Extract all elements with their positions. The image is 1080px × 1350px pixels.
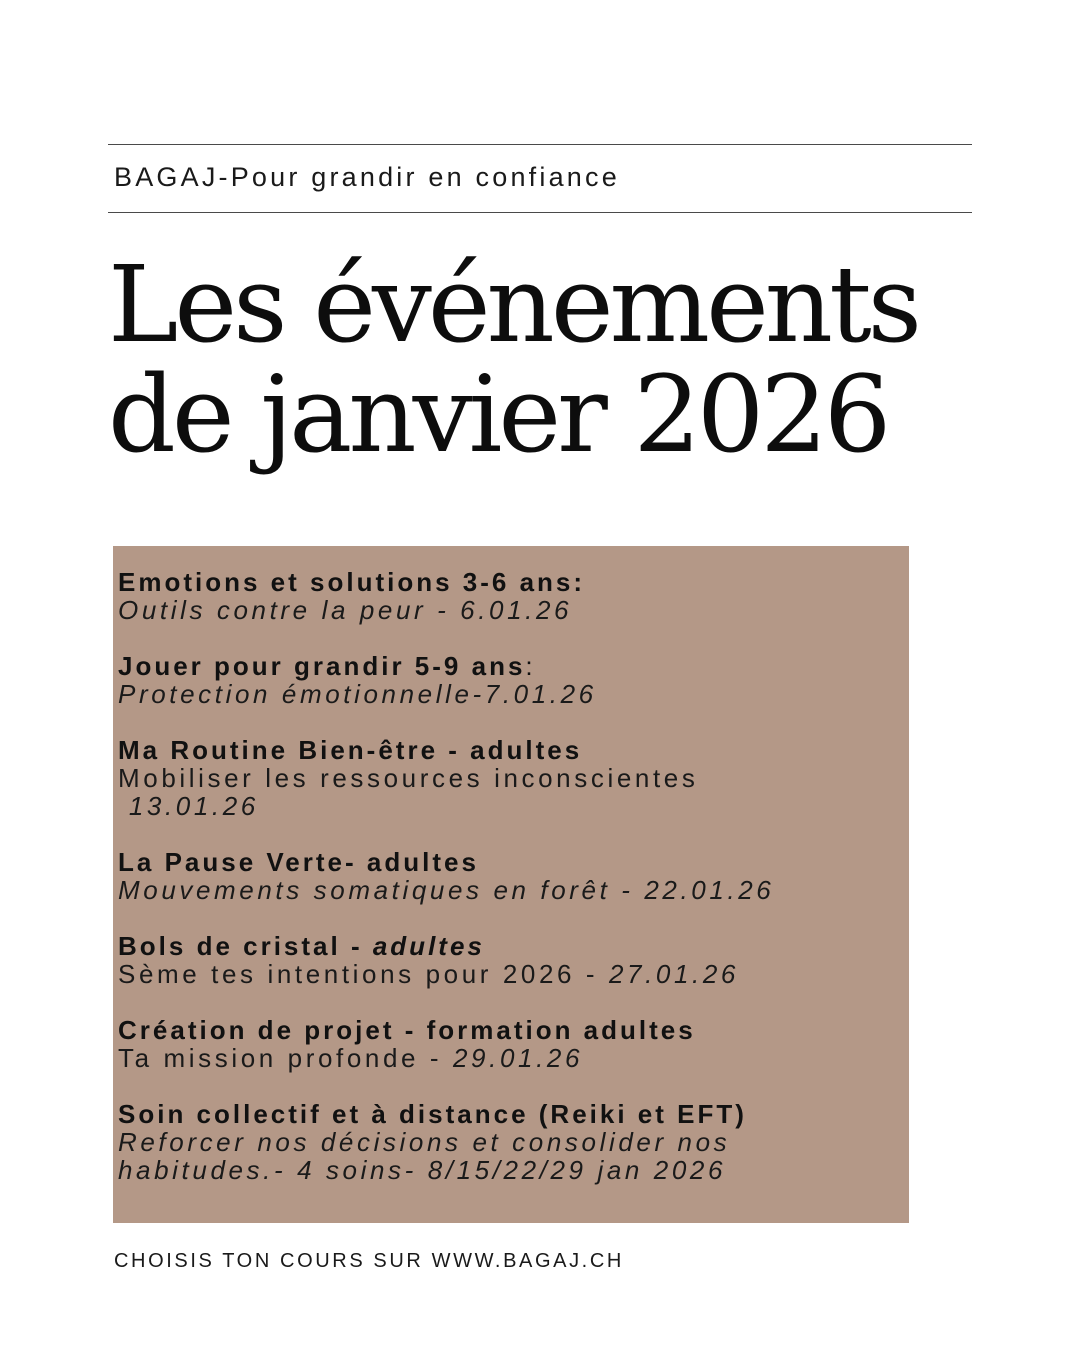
brand-tagline: BAGAJ-Pour grandir en confiance (114, 162, 620, 192)
event-title: Ma Routine Bien-être - adultes (118, 735, 583, 765)
event-detail (118, 960, 909, 988)
event-detail-text: Sème tes intentions pour 2026 - (118, 959, 609, 989)
event-item (118, 736, 909, 820)
event-date: 13.01.26 (118, 791, 259, 821)
top-divider (108, 144, 972, 145)
event-detail: habitudes.- 4 soins- 8/15/22/29 jan 2026 (118, 1155, 727, 1185)
event-title: Création de projet - formation adultes (118, 1015, 696, 1045)
event-detail-text: Ta mission profonde - (118, 1043, 453, 1073)
event-item (118, 932, 909, 988)
event-item (118, 652, 909, 708)
event-title-suffix: : (525, 651, 536, 681)
events-list (113, 546, 909, 1223)
event-title: Soin collectif et à distance (Reiki et EFT) (118, 1099, 747, 1129)
event-detail: Mobiliser les ressources inconscientes (118, 763, 699, 793)
event-detail: Reforcer nos décisions et consolider nos (118, 1127, 731, 1157)
title-line-2: de janvier 2026 (108, 353, 888, 476)
event-item (118, 568, 909, 624)
event-title: Emotions et solutions 3-6 ans: (118, 567, 586, 597)
title-line-1: Les événements (108, 243, 919, 366)
event-detail: Protection émotionnelle-7.01.26 (118, 679, 597, 709)
event-detail: Mouvements somatiques en forêt - 22.01.26 (118, 875, 775, 905)
bottom-divider (108, 212, 972, 213)
event-title (118, 652, 909, 680)
event-title-italic: adultes (372, 931, 485, 961)
event-item (118, 1016, 909, 1072)
event-title-text: Bols de cristal - (118, 931, 373, 961)
event-detail (118, 1044, 909, 1072)
event-title (118, 932, 909, 960)
page-title (108, 243, 919, 476)
event-date: 27.01.26 (608, 959, 739, 989)
event-title-text: Jouer pour grandir 5-9 ans (118, 651, 526, 681)
event-detail: Outils contre la peur - 6.01.26 (118, 595, 573, 625)
footer-cta: CHOISIS TON COURS SUR WWW.BAGAJ.CH (114, 1250, 624, 1272)
event-item (118, 848, 909, 904)
event-item (118, 1100, 909, 1184)
event-date: 29.01.26 (453, 1043, 584, 1073)
event-title: La Pause Verte- adultes (118, 847, 479, 877)
